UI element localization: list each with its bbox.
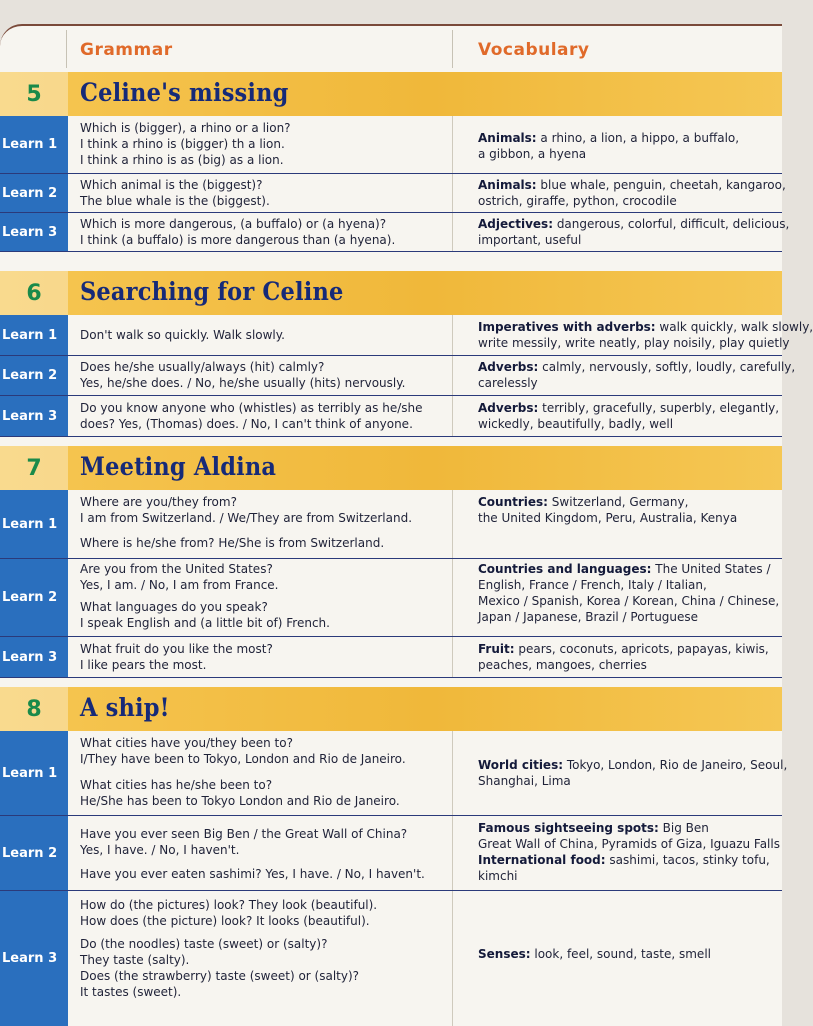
grammar-line: I think a rhino is as (big) as a lion. xyxy=(80,153,284,167)
vocab-line: World cities: Tokyo, London, Rio de Janeiro, Seoul, xyxy=(478,758,788,772)
unit-8-header xyxy=(0,687,782,731)
table-row xyxy=(0,637,782,678)
grammar-line: Do you know anyone who (whistles) as terribly as he/she xyxy=(80,401,423,415)
vocab-line: kimchi xyxy=(478,869,518,883)
learn-tab: Learn 3 xyxy=(0,637,68,677)
unit-6-header xyxy=(0,271,782,315)
grammar-line: Yes, he/she does. / No, he/she usually (hits) nervously. xyxy=(80,376,406,390)
learn-tab: Learn 1 xyxy=(0,731,68,815)
vocab-line: Adverbs: calmly, nervously, softly, loudly, carefully, xyxy=(478,360,796,374)
column-divider xyxy=(452,30,453,68)
grammar-line: Are you from the United States? xyxy=(80,562,273,576)
grammar-line: They taste (salty). xyxy=(80,953,190,967)
unit-number: 7 xyxy=(0,446,68,490)
learn-tab: Learn 1 xyxy=(0,116,68,173)
grammar-line: Yes, I am. / No, I am from France. xyxy=(80,578,279,592)
grammar-line: Does he/she usually/always (hit) calmly? xyxy=(80,360,325,374)
vocab-line: Japan / Japanese, Brazil / Portuguese xyxy=(478,610,699,624)
grammar-line: What cities has he/she been to? xyxy=(80,778,273,792)
unit-title: Celine's missing xyxy=(80,78,289,107)
vocab-line: the United Kingdom, Peru, Australia, Kenya xyxy=(478,511,738,525)
table-row xyxy=(0,559,782,637)
grammar-line: Yes, I have. / No, I haven't. xyxy=(80,843,240,857)
vocab-line: English, France / French, Italy / Italian, xyxy=(478,578,707,592)
column-divider xyxy=(66,30,67,68)
vocab-line: ostrich, giraffe, python, crocodile xyxy=(478,194,677,208)
unit-number: 6 xyxy=(0,271,68,315)
vocab-line: Animals: a rhino, a lion, a hippo, a buffalo, xyxy=(478,131,740,145)
grammar-line: does? Yes, (Thomas) does. / No, I can't think of anyone. xyxy=(80,417,413,431)
grammar-line: He/She has been to Tokyo London and Rio de Janeiro. xyxy=(80,794,400,808)
grammar-line: The blue whale is the (biggest). xyxy=(80,194,270,208)
vocab-line: Adverbs: terribly, gracefully, superbly, elegantly, xyxy=(478,401,780,415)
table-row xyxy=(0,490,782,559)
grammar-line: Does (the strawberry) taste (sweet) or (salty)? xyxy=(80,969,360,983)
unit-5-header xyxy=(0,72,782,116)
learn-tab: Learn 3 xyxy=(0,396,68,436)
vocab-line: Great Wall of China, Pyramids of Giza, Iguazu Falls xyxy=(478,837,780,851)
vocab-line: Countries and languages: The United States / xyxy=(478,562,771,576)
grammar-line: Have you ever seen Big Ben / the Great Wall of China? xyxy=(80,827,408,841)
learn-tab: Learn 3 xyxy=(0,891,68,1026)
grammar-line: Have you ever eaten sashimi? Yes, I have. / No, I haven't. xyxy=(80,867,425,881)
vocab-line: Countries: Switzerland, Germany, xyxy=(478,495,689,509)
grammar-line: Do (the noodles) taste (sweet) or (salty)? xyxy=(80,937,328,951)
vocab-line: Animals: blue whale, penguin, cheetah, kangaroo, xyxy=(478,178,786,192)
grammar-line: Where are you/they from? xyxy=(80,495,237,509)
table-row xyxy=(0,213,790,252)
vocab-line: wickedly, beautifully, badly, well xyxy=(478,417,674,431)
learn-tab: Learn 1 xyxy=(0,490,68,558)
grammar-line: What cities have you/they been to? xyxy=(80,736,293,750)
vocab-line: write messily, write neatly, play noisily, play quietly xyxy=(478,336,790,350)
vocab-line: important, useful xyxy=(478,233,582,247)
vocab-line: Mexico / Spanish, Korea / Korean, China / Chinese, xyxy=(478,594,780,608)
grammar-line: Don't walk so quickly. Walk slowly. xyxy=(80,328,285,342)
grammar-line: Which is (bigger), a rhino or a lion? xyxy=(80,121,291,135)
grammar-line: Where is he/she from? He/She is from Switzerland. xyxy=(80,536,385,550)
table-row xyxy=(0,891,782,1026)
grammar-line: I think a rhino is (bigger) th a lion. xyxy=(80,137,285,151)
curriculum-page xyxy=(0,24,813,1026)
learn-tab: Learn 2 xyxy=(0,174,68,212)
table-row xyxy=(0,816,782,891)
grammar-line: How does (the picture) look? It looks (beautiful). xyxy=(80,914,370,928)
grammar-line: I am from Switzerland. / We/They are from Switzerland. xyxy=(80,511,413,525)
vocab-line: carelessly xyxy=(478,376,538,390)
unit-title: Searching for Celine xyxy=(80,277,344,306)
vocab-line: Senses: look, feel, sound, taste, smell xyxy=(478,947,711,961)
learn-tab: Learn 2 xyxy=(0,816,68,890)
grammar-line: It tastes (sweet). xyxy=(80,985,182,999)
grammar-line: I/They have been to Tokyo, London and Rio de Janeiro. xyxy=(80,752,406,766)
vocab-line: Shanghai, Lima xyxy=(478,774,571,788)
vocab-line: Adjectives: dangerous, colorful, difficult, delicious, xyxy=(478,217,790,231)
grammar-line: How do (the pictures) look? They look (beautiful). xyxy=(80,898,378,912)
vocab-line: Imperatives with adverbs: walk quickly, walk slowly, xyxy=(478,320,813,334)
vocab-line: a gibbon, a hyena xyxy=(478,147,587,161)
table-row xyxy=(0,396,782,437)
vocab-line: Fruit: pears, coconuts, apricots, papayas, kiwis, xyxy=(478,642,769,656)
grammar-line: I speak English and (a little bit of) French. xyxy=(80,616,330,630)
grammar-header: Grammar xyxy=(80,40,173,60)
grammar-line: I like pears the most. xyxy=(80,658,207,672)
learn-tab: Learn 2 xyxy=(0,356,68,395)
grammar-line: What languages do you speak? xyxy=(80,600,268,614)
vocabulary-header: Vocabulary xyxy=(478,40,590,60)
grammar-line: Which is more dangerous, (a buffalo) or (a hyena)? xyxy=(80,217,387,231)
table-row xyxy=(0,356,796,396)
unit-number: 8 xyxy=(0,687,68,731)
unit-title: Meeting Aldina xyxy=(80,452,277,481)
vocab-line: Famous sightseeing spots: Big Ben xyxy=(478,821,709,835)
unit-title: A ship! xyxy=(80,693,170,722)
learn-tab: Learn 3 xyxy=(0,213,68,251)
vocab-line: peaches, mangoes, cherries xyxy=(478,658,647,672)
grammar-line: What fruit do you like the most? xyxy=(80,642,273,656)
table-row xyxy=(0,174,786,213)
grammar-line: Which animal is the (biggest)? xyxy=(80,178,263,192)
grammar-line: I think (a buffalo) is more dangerous than (a hyena). xyxy=(80,233,396,247)
vocab-line: International food: sashimi, tacos, stinky tofu, xyxy=(478,853,770,867)
table-row xyxy=(0,116,782,174)
learn-tab: Learn 1 xyxy=(0,315,68,355)
table-row xyxy=(0,315,813,356)
table-row xyxy=(0,731,788,816)
unit-number: 5 xyxy=(0,72,68,116)
learn-tab: Learn 2 xyxy=(0,559,68,636)
unit-7-header xyxy=(0,446,782,490)
